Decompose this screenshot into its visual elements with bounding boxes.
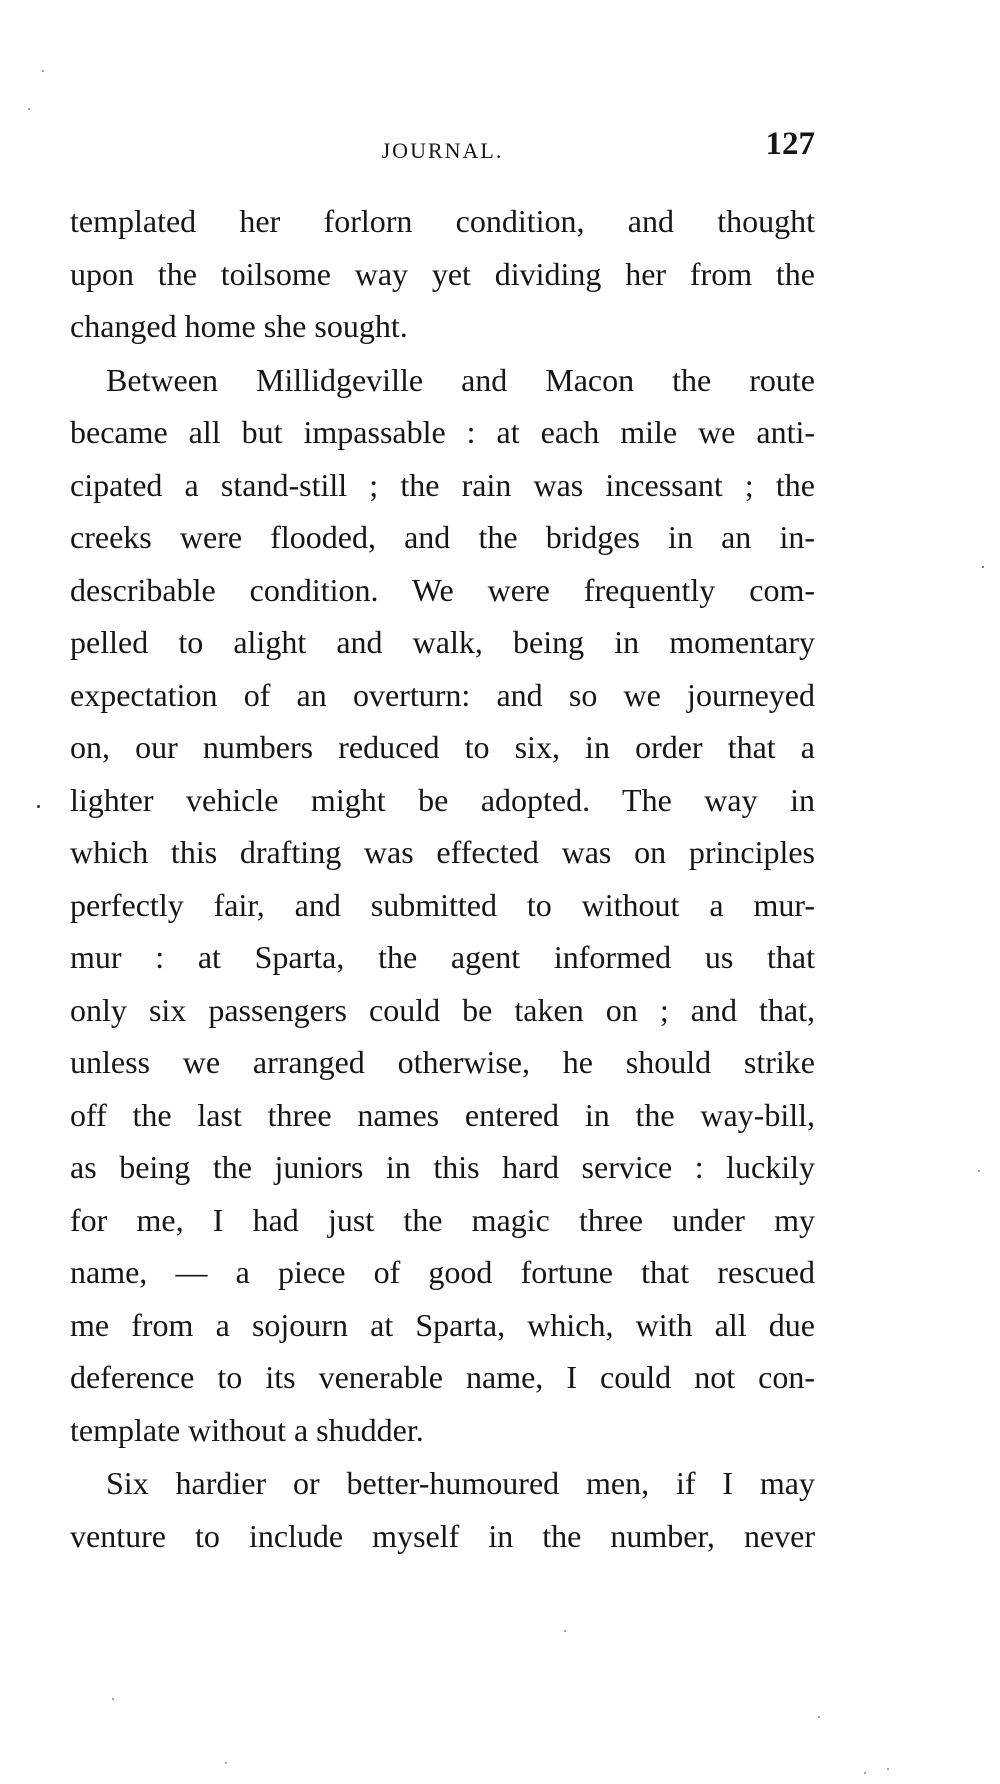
text-line: unless we arranged otherwise, he should strike (70, 1044, 815, 1080)
paper-speck (564, 1630, 566, 1632)
paragraph (70, 1457, 815, 1562)
body-text (70, 195, 815, 1562)
running-title: JOURNAL. (381, 138, 504, 163)
text-line: Between Millidgeville and Macon the route (106, 361, 815, 398)
text-line: venture to include myself in the number, never (70, 1517, 815, 1554)
paper-speck (978, 1170, 980, 1172)
text-line: name, — a piece of good fortune that rescued (70, 1254, 815, 1290)
text-line: mur : at Sparta, the agent informed us that (70, 939, 815, 975)
text-line: as being the juniors in this hard service : luckily (70, 1149, 815, 1185)
text-line: cipated a stand-still ; the rain was incessant ; the (70, 466, 815, 503)
text-line: me from a sojourn at Sparta, which, with all due (70, 1306, 815, 1343)
text-line: deference to its venerable name, I could not con- (70, 1359, 815, 1395)
text-line: expectation of an overturn: and so we journeyed (70, 676, 815, 713)
text-line: pelled to alight and walk, being in momentary (70, 624, 815, 660)
paper-speck (28, 108, 30, 110)
paper-speck (982, 566, 984, 568)
paper-speck (37, 805, 40, 808)
text-line: changed home she sought. (70, 308, 408, 344)
text-line: on, our numbers reduced to six, in order that a (70, 729, 815, 765)
paper-speck (864, 1772, 866, 1774)
text-line: only six passengers could be taken on ; and that, (70, 991, 815, 1028)
text-line: describable condition. We were frequently com- (70, 571, 815, 608)
text-line: off the last three names entered in the way-bill, (70, 1096, 815, 1133)
text-line: template without a shudder. (70, 1411, 424, 1448)
text-line: for me, I had just the magic three under my (70, 1201, 815, 1238)
paper-speck (42, 70, 44, 72)
paragraph (70, 195, 815, 353)
running-head (70, 126, 815, 176)
text-line: lighter vehicle might be adopted. The way in (70, 781, 815, 818)
text-line: creeks were flooded, and the bridges in an in- (70, 519, 815, 555)
text-line: templated her forlorn condition, and thought (70, 203, 815, 239)
text-line: perfectly fair, and submitted to without a mur- (70, 886, 815, 923)
page-number: 127 (765, 126, 815, 162)
text-line: Six hardier or better-humoured men, if I may (106, 1465, 815, 1501)
paragraph (70, 354, 815, 1457)
text-line: which this drafting was effected was on principles (70, 834, 815, 870)
paper-speck (887, 1768, 889, 1770)
paper-speck (225, 1762, 227, 1764)
text-line: became all but impassable : at each mile we anti- (70, 414, 815, 450)
text-line: upon the toilsome way yet dividing her from the (70, 255, 815, 292)
paper-speck (112, 1698, 114, 1700)
paper-speck (818, 1716, 820, 1718)
